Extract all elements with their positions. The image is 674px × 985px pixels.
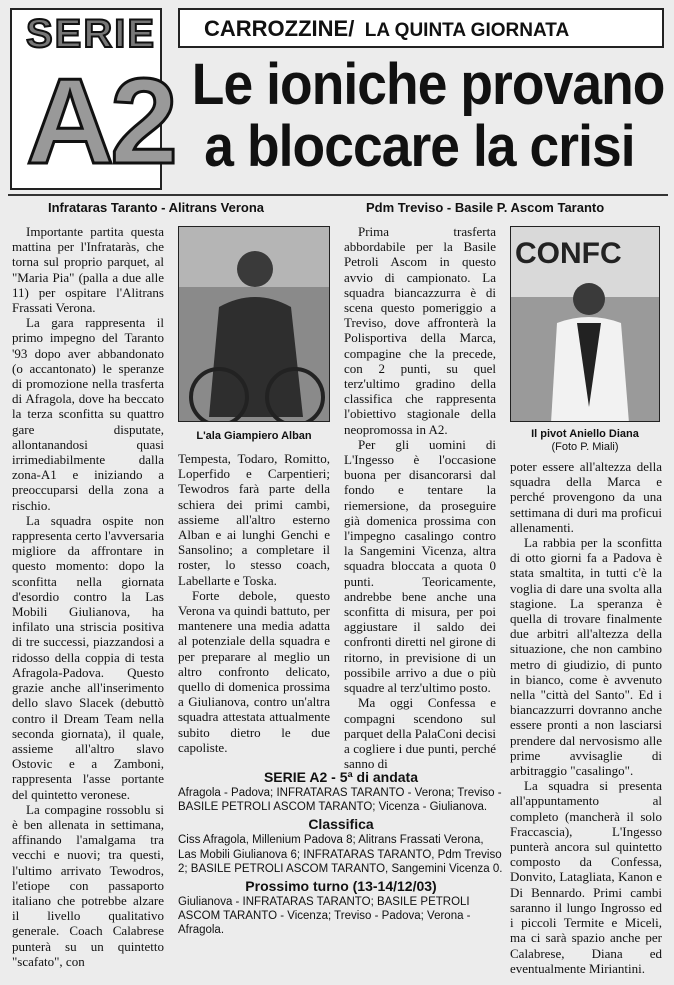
article2-column-2: [510, 459, 662, 976]
svg-text:CONFC: CONFC: [515, 237, 622, 270]
paragraph: Tempesta, Todaro, Romitto, Loperfido e Carpentieri; Tewodros farà parte della schiera dei primi cambi, assieme all'altro esterno Alban e ai lunghi Genchi e Sansolino; a completare il roster, lo stesso coach, Labellarte e Toska.: [178, 451, 330, 588]
paragraph: La compagine rossoblu si è ben allenata in settimana, affinando l'amalgama tra vecchi e nuovi; tra questi, l'ultimo arrivato Tewodros, l'etiope con passaporto italiano che potrebbe alzare il livello qualitativo generale. Coach Calabrese punterà su un quintetto "scafato", con: [12, 801, 164, 969]
article1-column-2: [178, 451, 330, 755]
photo-alban: [178, 226, 330, 422]
results-text: Afragola - Padova; INFRATARAS TARANTO - Verona; Treviso - BASILE PETROLI ASCOM TARANTO; Vicenza - Giulianova.: [178, 787, 502, 814]
article2-column-1: [344, 224, 496, 771]
paragraph: La gara rappresenta il primo impegno del Taranto '93 dopo aver abbandonato (o accantonato) le speranze di promozione nella trasferta di Afragola, dove ha beccato la terza sconfitta su quattro gare disputate, allontanandosi quasi irrimediabilmente dalla zona-A1 e iniziando a preoccuparsi della zona a rischio.: [12, 315, 164, 513]
paragraph: La squadra ospite non rappresenta certo l'avversaria migliore da affrontare in questo momento: dopo la sconfitta nella giornata d'esordio contro la Las Mobili Giulianova, ha infilato una striscia positiva di tre successi, piazzandosi a ridosso della coppia di testa Afragola-Padova. Questo grazie anche all'inserimento dello slavo Slacek (debuttò contro il Dream Team nella seconda giornata), il quale, assieme all'altro slavo Ostovic e a Zamboni, rappresenta l'asse portante del quintetto veronese.: [12, 512, 164, 802]
paragraph: La squadra si presenta all'appuntamento al completo (mancherà il solo Fraccascia), L'Ingesso punterà ancora sul quintetto composto da Confessa, Donvito, Latagliata, Kanon e Di Bennardo. Primi cambi saranno il lungo Ingrosso ed i piccoli Termite e Miceli, ma ci sarà spazio anche per Calabrese, Diana ed eventualmente Miriantini.: [510, 778, 662, 976]
photo-credit: (Foto P. Miali): [551, 441, 619, 453]
next-round-text: Giulianova - INFRATARAS TARANTO; BASILE PETROLI ASCOM TARANTO - Vicenza; Treviso - Padova; Verona - Afragola.: [178, 896, 471, 937]
headline-line-2: a bloccare la crisi: [204, 114, 635, 179]
paragraph: Prima trasferta abbordabile per la Basile Petroli Ascom in questo avvio di campionato. La squadra biancazzurra è di scena questo pomeriggio a Treviso, dove affronterà la Polisportiva della Marca, compagine che la precede, con 2 punti, su quel terz'ultimo gradino della classifica che rappresenta l'obiettivo stagionale della neopromossa in A2.: [344, 224, 496, 437]
player-silhouette-icon: [511, 227, 660, 422]
paragraph: La rabbia per la sconfitta di otto giorni fa a Padova è stata smaltita, in tutti c'è la voglia di dare una svolta alla stagione. La speranza è quella di trovare finalmente due arbitri all'altezza della situazione, che non cambino metro di giudizio, di punto in bianco, come è avvenuto nella "città del Santo". Ed i biancazzurri dovranno anche essere pronti a non lasciarsi prendere dal nervosismo alle prime avvisaglie di arbitraggio "casalingo".: [510, 535, 662, 779]
kicker-sub: LA QUINTA GIORNATA: [364, 20, 570, 41]
serie-a2-logo: [10, 8, 174, 190]
logo-a2-text: A2: [26, 53, 174, 189]
standings-text: Ciss Afragola, Millenium Padova 8; Alitrans Frassati Verona, Las Mobili Giulianova 6; INFRATARAS TARANTO, Pdm Treviso 2; BASILE PETROLI ASCOM TARANTO, Sangemini Vicenza 0.: [178, 834, 503, 875]
headline: [191, 52, 665, 179]
article1-title: Infrataras Taranto - Alitrans Verona: [48, 200, 265, 215]
paragraph: Forte debole, questo Verona va quindi battuto, per mantenere una media adatta al potenziale della squadra e per preparare al meglio un altro confronto delicato, quello di domenica prossima a Giulianova, contro un'altra squadra attestata attualmente subito dietro le due capoliste.: [178, 587, 330, 755]
player-silhouette-icon: [179, 227, 330, 422]
headline-line-1: Le ioniche provano: [191, 52, 665, 117]
paragraph: Importante partita questa mattina per l'Infrataràs, che torna sul proprio parquet, al "Maria Pia" (palla a due alle 11) per ospitare l'Alitrans Frassati Verona.: [12, 224, 164, 316]
paragraph: Per gli uomini di L'Ingesso è l'occasione buona per disancorarsi dal fondo e tentare la riemersione, da proseguire già domenica prossima con l'impegno casalingo contro la Sangemini Vicenza, altra squadra bloccata a quota 0 punti. Teoricamente, andrebbe bene anche una sconfitta di misura, per poi aggiustare il saldo dei confronti diretti nel girone di ritorno, in previsione di un possibile arrivo a due o più squadre al terz'ultimo posto.: [344, 436, 496, 696]
results-title: SERIE A2 - 5ª di andata: [263, 769, 419, 785]
divider: [8, 194, 668, 196]
next-round-title: Prossimo turno (13-14/12/03): [245, 878, 437, 895]
photo-diana: [510, 226, 660, 422]
standings-title: Classifica: [308, 816, 374, 833]
article1-column-1: [12, 224, 164, 969]
paragraph: poter essere all'altezza della squadra della Marca e perché provengono da una settimana di duri ma proficui allenamenti.: [510, 459, 662, 535]
article2-title: Pdm Treviso - Basile P. Ascom Taranto: [366, 200, 605, 215]
kicker-main: CARROZZINE/: [204, 16, 355, 41]
results-box: [178, 769, 504, 940]
photo-alban-caption: L'ala Giampiero Alban: [196, 430, 312, 442]
photo-diana-caption: [510, 428, 660, 454]
caption-name: Il pivot Aniello Diana: [531, 428, 639, 440]
paragraph: Ma oggi Confessa e compagni scendono sul parquet della PalaConi decisi a cogliere i due punti, perché sanno di: [344, 695, 496, 772]
section-kicker: [178, 8, 664, 48]
logo-serie-text: SERIE: [25, 12, 157, 56]
